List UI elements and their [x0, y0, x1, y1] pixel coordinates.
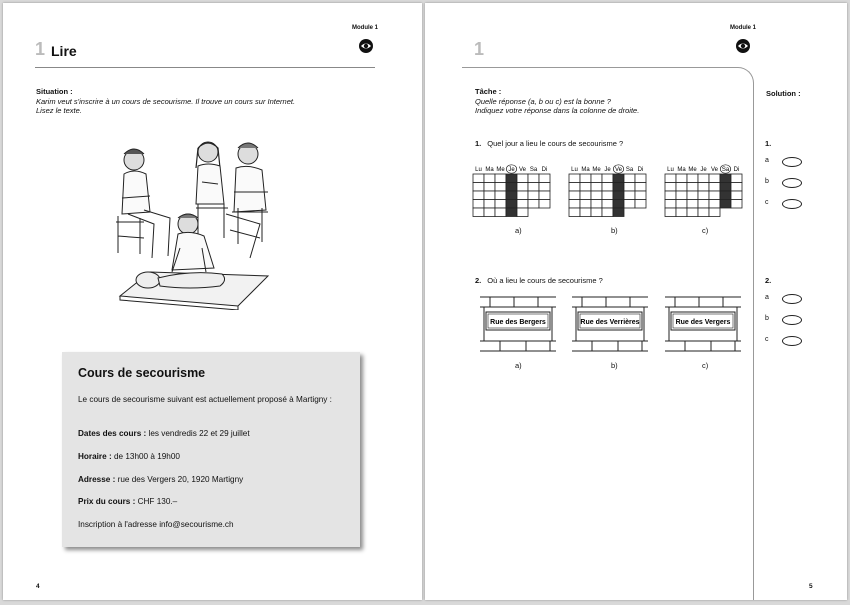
module-label: Module 1	[730, 25, 757, 31]
calendar-cell-hatched	[506, 200, 517, 209]
calendar-cell	[528, 183, 539, 192]
street-sign-option-c	[665, 295, 741, 360]
day-label: Ma	[677, 167, 686, 173]
calendar-cell	[602, 200, 613, 209]
day-label: Me	[592, 167, 601, 173]
answer-oval-2a[interactable]	[782, 294, 802, 304]
calendar-cell	[676, 183, 687, 192]
option-letter: a)	[515, 361, 522, 370]
horaire-value: de 13h00 à 19h00	[113, 452, 180, 461]
solution-number: 1.	[765, 139, 772, 148]
dates-value: les vendredis 22 et 29 juillet	[148, 429, 250, 438]
day-label: Ve	[614, 167, 623, 173]
calendar-cell	[676, 174, 687, 183]
calendar-cell	[624, 183, 635, 192]
situation-block	[36, 87, 295, 116]
calendar-cell	[665, 191, 676, 200]
calendar-option-a	[472, 163, 551, 224]
calendar-cell	[698, 200, 709, 209]
calendar-cell	[517, 183, 528, 192]
left-page	[3, 3, 422, 600]
calendar-cell	[731, 174, 742, 183]
section-number: 1	[35, 39, 46, 59]
module-label: Module 1	[352, 25, 379, 31]
solution-label: Solution :	[766, 89, 801, 98]
prix-value: CHF 130.–	[137, 497, 178, 506]
calendar-cell-hatched	[613, 183, 624, 192]
calendar-cell	[687, 191, 698, 200]
calendar-cell	[687, 174, 698, 183]
calendar-cell	[495, 174, 506, 183]
calendar-cell	[731, 183, 742, 192]
info-dates	[78, 428, 338, 439]
answer-oval-2c[interactable]	[782, 336, 802, 346]
calendar-cell	[665, 200, 676, 209]
day-label: Je	[700, 167, 707, 173]
calendar-cell	[665, 183, 676, 192]
solution-option-letter: b	[765, 178, 769, 185]
calendar-cell	[517, 191, 528, 200]
calendar-cell-hatched	[506, 174, 517, 183]
day-label: Ma	[485, 167, 494, 173]
brick-wall	[572, 295, 648, 355]
info-prix	[78, 496, 338, 507]
calendar-cell	[709, 183, 720, 192]
calendar-cell	[602, 183, 613, 192]
calendar-cell	[580, 191, 591, 200]
calendar-cell	[676, 200, 687, 209]
calendar-cell	[687, 208, 698, 217]
calendar-cell	[484, 183, 495, 192]
day-label: Di	[637, 167, 644, 173]
day-label: Me	[496, 167, 505, 173]
question-text: Où a lieu le cours de secourisme ?	[487, 276, 603, 285]
calendar-cell	[602, 208, 613, 217]
calendar-cell	[698, 174, 709, 183]
calendar-cell	[569, 200, 580, 209]
calendar-cell	[569, 208, 580, 217]
calendar-cell	[539, 174, 550, 183]
calendar-grid	[568, 163, 647, 219]
calendar-cell	[495, 200, 506, 209]
calendar-cell	[665, 208, 676, 217]
situation-line: Karim veut s'inscrire à un cours de secourisme. Il trouve un cours sur Internet.	[36, 96, 296, 106]
adresse-label: Adresse :	[78, 475, 116, 484]
calendar-cell-hatched	[720, 174, 731, 183]
calendar-cell-hatched	[506, 191, 517, 200]
calendar-cell	[591, 191, 602, 200]
calendar-cell-hatched	[506, 183, 517, 192]
calendar-cell	[698, 191, 709, 200]
calendar-cell	[539, 183, 550, 192]
calendar-cell	[528, 174, 539, 183]
calendar-grid	[664, 163, 743, 219]
info-inscription: Inscription à l'adresse info@secourisme.ch	[78, 520, 234, 529]
calendar-cell-hatched	[613, 174, 624, 183]
section-number: 1	[474, 39, 485, 59]
day-label: Je	[508, 167, 515, 173]
calendar-cell	[602, 174, 613, 183]
option-letter: c)	[702, 361, 709, 370]
calendar-cell	[676, 191, 687, 200]
calendar-cell	[591, 208, 602, 217]
calendar-cell-hatched	[720, 183, 731, 192]
solution-option-letter: c	[765, 336, 769, 343]
calendar-cell	[569, 174, 580, 183]
calendar-cell	[591, 174, 602, 183]
calendar-option-c	[664, 163, 743, 224]
course-info-box	[62, 352, 360, 547]
calendar-cell	[528, 200, 539, 209]
calendar-cell	[473, 191, 484, 200]
calendar-cell	[580, 174, 591, 183]
day-label: Lu	[475, 167, 482, 173]
calendar-cell	[665, 174, 676, 183]
situation-line: Lisez le texte.	[36, 106, 82, 115]
day-label: Ve	[518, 167, 527, 173]
solution-option-letter: c	[765, 199, 769, 206]
calendar-cell	[624, 200, 635, 209]
right-page	[425, 3, 847, 600]
horaire-label: Horaire :	[78, 452, 112, 461]
street-name: Rue des Verrières	[580, 319, 640, 326]
calendar-cell	[709, 200, 720, 209]
street-sign-option-b	[572, 295, 648, 360]
street-name: Rue des Bergers	[490, 319, 546, 326]
calendar-cell	[484, 174, 495, 183]
calendar-cell-hatched	[506, 208, 517, 217]
calendar-grid	[472, 163, 551, 219]
question-1	[475, 139, 623, 148]
option-letter: c)	[702, 226, 709, 235]
solution-option-letter: a	[765, 294, 769, 301]
calendar-cell	[517, 200, 528, 209]
day-label: Me	[688, 167, 697, 173]
calendar-cell	[495, 191, 506, 200]
calendar-cell	[473, 183, 484, 192]
task-line: Quelle réponse (a, b ou c) est la bonne ?	[475, 96, 611, 106]
page-number: 4	[36, 583, 40, 590]
day-label: Ma	[581, 167, 590, 173]
task-label: Tâche :	[475, 87, 502, 96]
calendar-cell-hatched	[720, 200, 731, 209]
calendar-cell	[687, 183, 698, 192]
calendar-cell	[580, 200, 591, 209]
option-letter: a)	[515, 226, 522, 235]
info-title: Cours de secourisme	[78, 366, 206, 380]
calendar-cell	[709, 174, 720, 183]
calendar-cell-hatched	[613, 208, 624, 217]
calendar-cell	[709, 191, 720, 200]
day-label: Je	[604, 167, 611, 173]
calendar-cell	[484, 208, 495, 217]
question-number: 1.	[475, 139, 482, 148]
question-2	[475, 276, 603, 285]
calendar-cell-hatched	[720, 191, 731, 200]
calendar-cell	[580, 208, 591, 217]
calendar-cell	[591, 183, 602, 192]
calendar-cell	[580, 183, 591, 192]
solution-option-letter: b	[765, 315, 769, 322]
calendar-cell	[602, 191, 613, 200]
brick-wall	[665, 295, 741, 355]
calendar-cell	[635, 174, 646, 183]
brick-wall	[480, 295, 556, 355]
calendar-cell	[635, 200, 646, 209]
header-rule	[35, 67, 375, 68]
calendar-cell	[624, 174, 635, 183]
calendar-cell	[676, 208, 687, 217]
first-aid-illustration	[110, 138, 270, 310]
option-letter: b)	[611, 226, 618, 235]
solution-number: 2.	[765, 276, 772, 285]
calendar-cell	[569, 183, 580, 192]
street-name: Rue des Vergers	[675, 319, 731, 326]
eye-icon	[359, 39, 373, 53]
task-block	[475, 87, 639, 116]
calendar-cell	[517, 208, 528, 217]
day-label: Ve	[710, 167, 719, 173]
calendar-cell	[698, 183, 709, 192]
calendar-cell	[731, 191, 742, 200]
answer-oval-1b[interactable]	[782, 178, 802, 188]
task-line: Indiquez votre réponse dans la colonne de droite.	[475, 106, 640, 115]
option-letter: b)	[611, 361, 618, 370]
calendar-cell	[635, 191, 646, 200]
day-label: Sa	[625, 167, 634, 173]
day-label: Sa	[529, 167, 538, 173]
calendar-cell	[473, 200, 484, 209]
info-intro: Le cours de secourisme suivant est actuellement proposé à Martigny :	[78, 395, 332, 404]
calendar-cell	[569, 191, 580, 200]
calendar-cell	[495, 208, 506, 217]
question-number: 2.	[475, 276, 482, 285]
day-label: Di	[733, 167, 740, 173]
street-sign-option-a	[480, 295, 556, 360]
calendar-cell	[495, 183, 506, 192]
eye-icon	[736, 39, 750, 53]
calendar-cell-hatched	[613, 191, 624, 200]
calendar-cell	[473, 208, 484, 217]
info-adresse	[78, 474, 338, 485]
situation-label: Situation :	[36, 87, 73, 96]
calendar-cell-hatched	[613, 200, 624, 209]
calendar-cell	[484, 200, 495, 209]
calendar-cell	[539, 191, 550, 200]
answer-oval-1a[interactable]	[782, 157, 802, 167]
calendar-cell	[528, 191, 539, 200]
section-title: Lire	[51, 43, 77, 59]
calendar-cell	[591, 200, 602, 209]
calendar-cell	[473, 174, 484, 183]
info-horaire	[78, 451, 338, 462]
day-label: Lu	[667, 167, 674, 173]
dates-label: Dates des cours :	[78, 429, 147, 438]
calendar-cell	[698, 208, 709, 217]
day-label: Lu	[571, 167, 578, 173]
calendar-cell	[635, 183, 646, 192]
answer-oval-1c[interactable]	[782, 199, 802, 209]
page-number: 5	[809, 583, 813, 590]
day-label: Di	[541, 167, 548, 173]
calendar-option-b	[568, 163, 647, 224]
calendar-cell	[624, 191, 635, 200]
day-label: Sa	[721, 167, 730, 173]
answer-oval-2b[interactable]	[782, 315, 802, 325]
solution-option-letter: a	[765, 157, 769, 164]
calendar-cell	[687, 200, 698, 209]
calendar-cell	[709, 208, 720, 217]
calendar-cell	[539, 200, 550, 209]
calendar-cell	[517, 174, 528, 183]
adresse-value: rue des Vergers 20, 1920 Martigny	[117, 475, 244, 484]
question-text: Quel jour a lieu le cours de secourisme ?	[487, 139, 624, 148]
calendar-cell	[731, 200, 742, 209]
calendar-cell	[484, 191, 495, 200]
prix-label: Prix du cours :	[78, 497, 136, 506]
